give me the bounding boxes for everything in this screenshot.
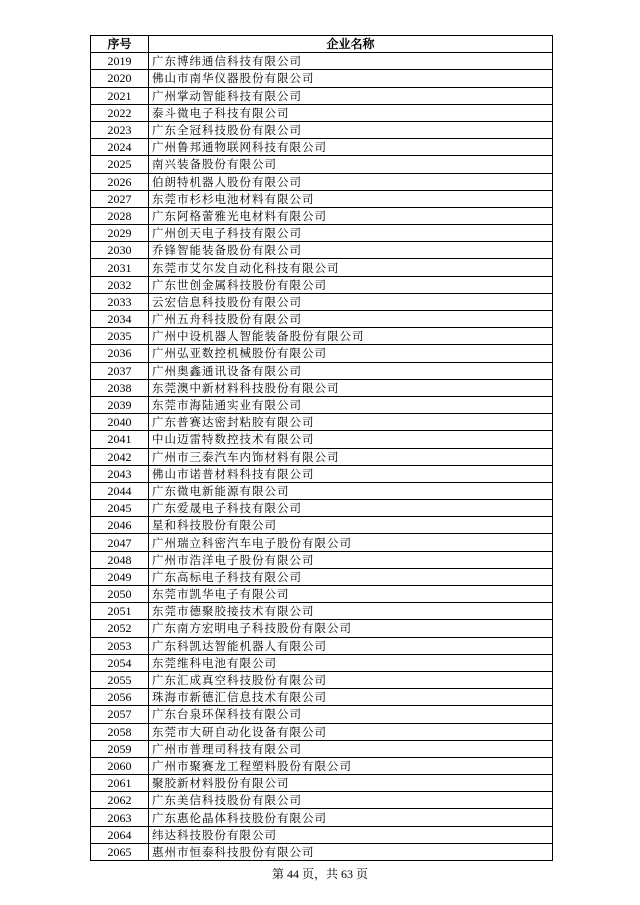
row-company-name: 纬达科技股份有限公司 [149,826,553,843]
row-company-name: 乔锋智能装备股份有限公司 [149,242,553,259]
table-row [91,620,553,637]
table-row [91,706,553,723]
row-company-name: 广州弘亚数控机械股份有限公司 [149,345,553,362]
row-company-name: 广东微电新能源有限公司 [149,482,553,499]
table-row [91,534,553,551]
row-seq-number: 2064 [91,826,149,843]
row-company-name: 广东博纬通信科技有限公司 [149,53,553,70]
row-company-name: 广州市三泰汽车内饰材料有限公司 [149,448,553,465]
row-company-name: 广东台泉环保科技有限公司 [149,706,553,723]
row-company-name: 广州五舟科技股份有限公司 [149,311,553,328]
row-seq-number: 2026 [91,173,149,190]
row-seq-number: 2044 [91,482,149,499]
row-seq-number: 2050 [91,586,149,603]
row-seq-number: 2065 [91,843,149,860]
table-row [91,190,553,207]
row-company-name: 广州鲁邦通物联网科技有限公司 [149,139,553,156]
row-seq-number: 2062 [91,792,149,809]
row-seq-number: 2023 [91,121,149,138]
table-row [91,293,553,310]
row-seq-number: 2025 [91,156,149,173]
row-company-name: 佛山市诺普材料科技有限公司 [149,465,553,482]
table-row [91,311,553,328]
row-company-name: 广东南方宏明电子科技股份有限公司 [149,620,553,637]
row-seq-number: 2054 [91,654,149,671]
table-row [91,671,553,688]
row-seq-number: 2032 [91,276,149,293]
row-seq-number: 2034 [91,311,149,328]
row-seq-number: 2022 [91,104,149,121]
row-seq-number: 2042 [91,448,149,465]
row-company-name: 广东汇成真空科技股份有限公司 [149,671,553,688]
table-header [91,36,553,53]
row-seq-number: 2039 [91,396,149,413]
table-row [91,104,553,121]
row-seq-number: 2060 [91,757,149,774]
table-row [91,362,553,379]
row-seq-number: 2030 [91,242,149,259]
row-seq-number: 2052 [91,620,149,637]
table-row [91,173,553,190]
table-row [91,242,553,259]
row-seq-number: 2031 [91,259,149,276]
header-row [91,36,553,53]
row-seq-number: 2028 [91,207,149,224]
table-body [91,53,553,861]
table-row [91,826,553,843]
row-company-name: 东莞市大研自动化设备有限公司 [149,723,553,740]
row-company-name: 广东爱晟电子科技有限公司 [149,500,553,517]
row-company-name: 广州市普理司科技有限公司 [149,740,553,757]
row-seq-number: 2037 [91,362,149,379]
name-header: 企业名称 [149,36,553,53]
table-row [91,139,553,156]
table-row [91,654,553,671]
table-row [91,775,553,792]
row-company-name: 广州中设机器人智能装备股份有限公司 [149,328,553,345]
table-row [91,568,553,585]
table-row [91,225,553,242]
row-company-name: 广州创天电子科技有限公司 [149,225,553,242]
row-company-name: 东莞市艾尔发自动化科技有限公司 [149,259,553,276]
table-row [91,637,553,654]
row-company-name: 广州奥鑫通讯设备有限公司 [149,362,553,379]
table-row [91,551,553,568]
row-seq-number: 2020 [91,70,149,87]
table-row [91,586,553,603]
row-seq-number: 2043 [91,465,149,482]
table-row [91,723,553,740]
row-seq-number: 2033 [91,293,149,310]
row-seq-number: 2035 [91,328,149,345]
row-seq-number: 2056 [91,689,149,706]
row-seq-number: 2024 [91,139,149,156]
row-seq-number: 2038 [91,379,149,396]
row-seq-number: 2063 [91,809,149,826]
table-row [91,396,553,413]
row-company-name: 聚胶新材料股份有限公司 [149,775,553,792]
row-seq-number: 2041 [91,431,149,448]
row-seq-number: 2058 [91,723,149,740]
row-seq-number: 2047 [91,534,149,551]
row-company-name: 东莞市凯华电子有限公司 [149,586,553,603]
row-company-name: 广州瑞立科密汽车电子股份有限公司 [149,534,553,551]
table-row [91,448,553,465]
row-company-name: 佛山市南华仪器股份有限公司 [149,70,553,87]
row-company-name: 惠州市恒泰科技股份有限公司 [149,843,553,860]
table-row [91,843,553,860]
row-seq-number: 2046 [91,517,149,534]
row-seq-number: 2021 [91,87,149,104]
table-row [91,603,553,620]
row-company-name: 东莞维科电池有限公司 [149,654,553,671]
table-row [91,121,553,138]
table-row [91,689,553,706]
row-company-name: 云宏信息科技股份有限公司 [149,293,553,310]
row-seq-number: 2053 [91,637,149,654]
table-row [91,207,553,224]
table-row [91,53,553,70]
row-seq-number: 2029 [91,225,149,242]
table-row [91,500,553,517]
table-row [91,328,553,345]
table-row [91,465,553,482]
row-seq-number: 2055 [91,671,149,688]
table-row [91,431,553,448]
seq-header: 序号 [91,36,149,53]
row-company-name: 星和科技股份有限公司 [149,517,553,534]
row-company-name: 广东阿格蕾雅光电材料有限公司 [149,207,553,224]
row-company-name: 东莞市杉杉电池材料有限公司 [149,190,553,207]
row-company-name: 广东全冠科技股份有限公司 [149,121,553,138]
row-company-name: 广东世创金属科技股份有限公司 [149,276,553,293]
table-row [91,70,553,87]
row-seq-number: 2049 [91,568,149,585]
row-seq-number: 2036 [91,345,149,362]
table-row [91,379,553,396]
table-row [91,482,553,499]
row-company-name: 东莞澳中新材料科技股份有限公司 [149,379,553,396]
table-row [91,345,553,362]
table-row [91,259,553,276]
row-company-name: 广东美信科技股份有限公司 [149,792,553,809]
row-seq-number: 2057 [91,706,149,723]
table-row [91,87,553,104]
row-company-name: 广东惠伦晶体科技股份有限公司 [149,809,553,826]
row-company-name: 泰斗微电子科技有限公司 [149,104,553,121]
row-company-name: 中山迈雷特数控技术有限公司 [149,431,553,448]
row-company-name: 东莞市海陆通实业有限公司 [149,396,553,413]
row-company-name: 广东普赛达密封粘胶有限公司 [149,414,553,431]
row-seq-number: 2040 [91,414,149,431]
row-company-name: 珠海市新德汇信息技术有限公司 [149,689,553,706]
row-company-name: 伯朗特机器人股份有限公司 [149,173,553,190]
row-company-name: 南兴装备股份有限公司 [149,156,553,173]
row-company-name: 广东科凯达智能机器人有限公司 [149,637,553,654]
row-company-name: 广州掌动智能科技有限公司 [149,87,553,104]
table-row [91,809,553,826]
table-row [91,757,553,774]
row-company-name: 东莞市德聚胶接技术有限公司 [149,603,553,620]
row-company-name: 广州市浩洋电子股份有限公司 [149,551,553,568]
table-row [91,414,553,431]
row-seq-number: 2059 [91,740,149,757]
page-footer: 第 44 页，共 63 页 [271,867,368,881]
table-row [91,517,553,534]
table-row [91,276,553,293]
table-row [91,740,553,757]
table-row [91,792,553,809]
row-seq-number: 2051 [91,603,149,620]
row-seq-number: 2019 [91,53,149,70]
row-seq-number: 2061 [91,775,149,792]
row-seq-number: 2027 [91,190,149,207]
enterprise-table [90,35,553,861]
row-company-name: 广州市聚赛龙工程塑料股份有限公司 [149,757,553,774]
row-company-name: 广东高标电子科技有限公司 [149,568,553,585]
table-row [91,156,553,173]
row-seq-number: 2045 [91,500,149,517]
row-seq-number: 2048 [91,551,149,568]
